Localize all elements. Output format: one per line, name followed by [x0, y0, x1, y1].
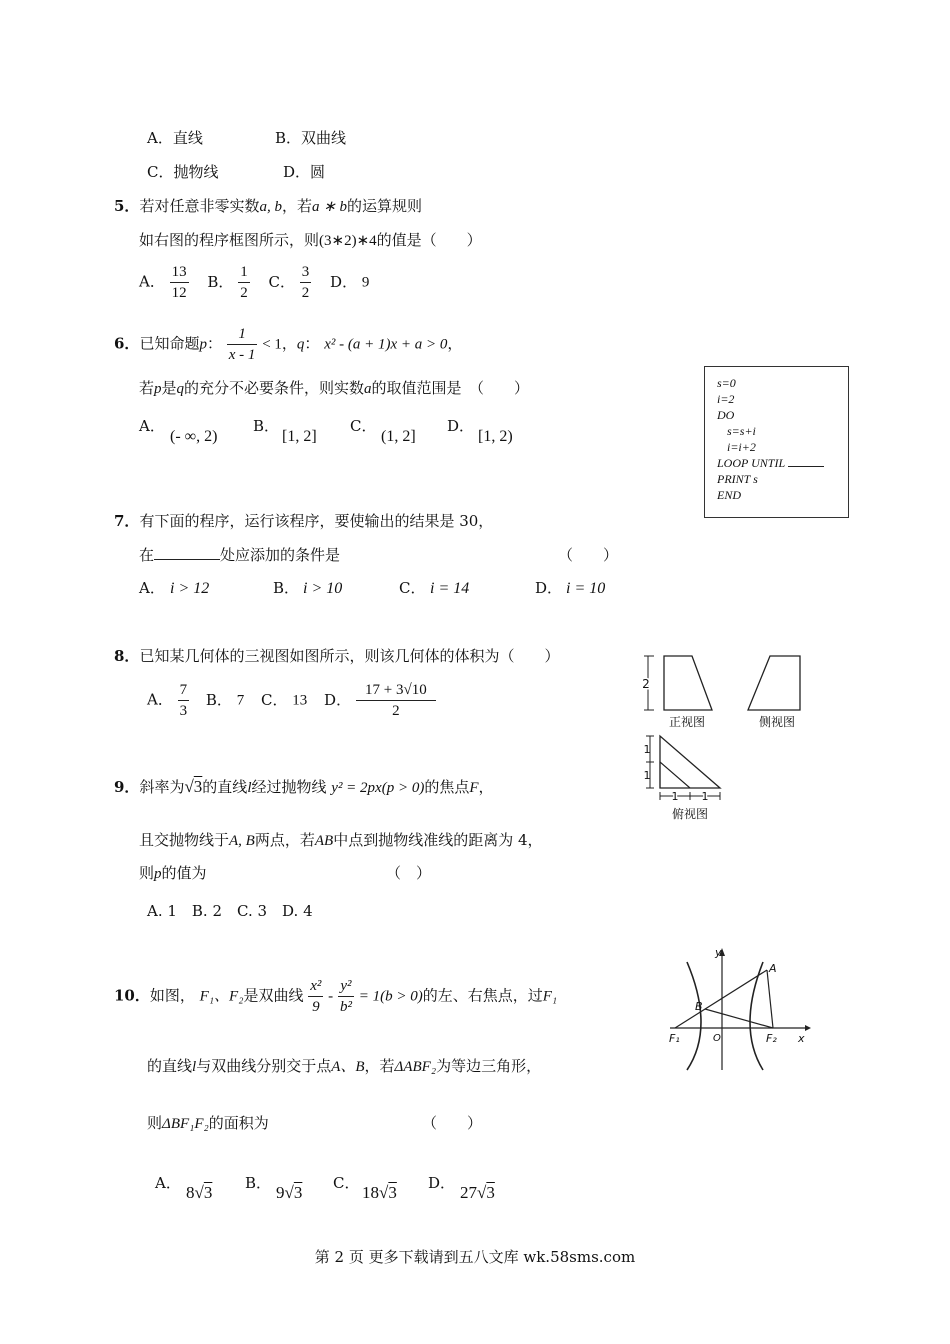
q6-lt: < 1 [262, 336, 282, 353]
q9-options: A. 1 B. 2 C. 3 D. 4 [147, 902, 313, 920]
q8-b-label: B． [205, 690, 232, 709]
q9-ab: A, B [229, 833, 255, 849]
side-view-shape [748, 656, 800, 710]
code-line-until: LOOP UNTIL [717, 455, 836, 471]
front-height-label: 2 [642, 677, 650, 691]
q8-b-value: 7 [236, 692, 245, 709]
q9-text: 的直线 [202, 778, 248, 796]
q9-parabola: y² = 2px(p > 0) [331, 780, 425, 796]
q6-text: 的取值范围是 （ ） [371, 379, 530, 397]
q9-text: 中点到抛物线准线的距离为 4， [333, 831, 543, 849]
q6-text: 是 [161, 379, 177, 397]
right-branch [750, 962, 763, 1070]
q10-text: 如图， [149, 986, 195, 1005]
q5-line1 [114, 195, 422, 216]
q8-a-fraction: $\frac{7}{3}$ [179, 682, 188, 719]
q8-d-label: D． [324, 690, 352, 709]
q9-p: p [154, 866, 162, 882]
q8-c-label: C． [261, 690, 288, 709]
q9-sqrt: √3 [184, 777, 203, 796]
q10-text: 的面积为 [208, 1114, 269, 1132]
q9-text: 斜率为 [139, 778, 185, 796]
q8-line1 [114, 645, 559, 666]
q10-text: 则 [147, 1114, 163, 1132]
q10-c-value: 18√3 [362, 1183, 397, 1202]
q4-option-d: D．圆 [283, 163, 326, 181]
q8-c-value: 13 [292, 692, 308, 709]
side-view-label: 侧视图 [758, 715, 796, 729]
q6-sep: ， [281, 334, 297, 353]
q5-b-fraction: $\frac{1}{2}$ [240, 264, 248, 301]
q7-b-value: i > 10 [303, 580, 343, 597]
q8-d-fraction: $\frac{17 + 3√10}{2}$ [356, 680, 436, 721]
q10-text: 是双曲线 [243, 986, 304, 1005]
q6-c-label: C． [350, 417, 377, 435]
q7-line1 [114, 510, 493, 531]
q6-text: 若 [139, 379, 155, 397]
q5-var: a, b [259, 199, 282, 215]
q5-options [139, 262, 369, 303]
q6-text: 的充分不必要条件，则实数 [184, 379, 365, 397]
q8-number: 8． [114, 647, 140, 665]
q10-ab: A、B [331, 1059, 365, 1075]
q9-line2 [139, 829, 543, 850]
q10-f1f2: F₁、F₂ [199, 988, 244, 1005]
q6-colon: ： [206, 334, 222, 353]
q6-comma: ， [447, 334, 463, 353]
q7-c-label: C． [399, 579, 426, 597]
q7-a-label: A． [139, 579, 165, 597]
q5-expr: (3∗2)∗4 [319, 233, 377, 249]
q6-inequality: x² - (a + 1)x + a > 0 [324, 336, 448, 353]
q9-text: 且交抛物线于 [139, 831, 230, 849]
point-a-label: A [769, 962, 777, 975]
q8-options [147, 680, 436, 721]
q4-option-a: A．直线 [147, 129, 203, 147]
q6-q: q [296, 336, 305, 353]
q7-c-value: i = 14 [430, 580, 470, 597]
q9-text: 经过抛物线 [251, 778, 327, 796]
top-height-label-1: 1 [643, 743, 651, 756]
q4-option-b: B．双曲线 [275, 129, 347, 147]
q10-a-value: 8√3 [186, 1183, 213, 1202]
until-blank [788, 456, 824, 467]
q6-fraction: $\frac{1}{x - 1}$ [228, 326, 256, 363]
q10-b-label: B． [245, 1174, 272, 1192]
q5-text: ，若 [281, 197, 312, 215]
q9-text: 的焦点 [424, 778, 470, 796]
q7-a-value: i > 12 [170, 580, 210, 597]
q7-text: 处应添加的条件是 [220, 546, 341, 564]
q10-triangle2: ΔBF₁F₂ [162, 1116, 209, 1132]
q10-y-fraction: $\frac{\text{y²}}{\text{b²}}$ [339, 978, 352, 1015]
q7-d-label: D． [535, 579, 563, 597]
q5-text: 的值是（ ） [376, 231, 482, 249]
q5-text: 如右图的程序框图所示，则 [139, 231, 320, 249]
side-bf2 [705, 1009, 773, 1028]
code-line: DO [717, 408, 735, 422]
q7-d-value: i = 10 [566, 580, 606, 597]
q5-line2 [139, 229, 482, 250]
q9-ab2: AB [314, 833, 334, 849]
hyperbola-figure [665, 942, 815, 1072]
top-view-outer [660, 736, 720, 788]
q9-comma: ， [478, 778, 494, 796]
q10-text: 的直线 [147, 1057, 193, 1075]
q9-line3 [139, 862, 207, 883]
q7-number: 7． [114, 512, 140, 530]
q10-d-value: 27√3 [460, 1183, 495, 1202]
top-width-label-1: 1 [671, 790, 679, 803]
code-line: i=2 [717, 392, 735, 406]
code-line: END [717, 488, 741, 502]
program-code-box [704, 366, 849, 518]
q6-d-label: D． [447, 417, 475, 435]
q6-b-value: [1, 2] [282, 428, 317, 445]
y-axis-label: y [715, 946, 722, 959]
q10-minus: - [328, 988, 334, 1005]
q5-b-label: B． [207, 272, 234, 291]
q10-eq: = 1(b > 0) [358, 988, 423, 1005]
code-line: PRINT s [717, 472, 758, 486]
q6-colon2: ： [304, 334, 320, 353]
q10-text: 与双曲线分别交于点 [196, 1057, 332, 1075]
page-footer: 第 2 页 更多下载请到五八文库 wk.58sms.com [314, 1248, 636, 1266]
q9-paren: （ ） [386, 864, 432, 882]
q5-a-label: A． [139, 272, 165, 291]
code-line: s=s+i [727, 424, 756, 438]
point-b-label: B [695, 1000, 703, 1013]
q5-number: 5． [114, 197, 140, 215]
q7-paren: （ ） [558, 546, 619, 564]
q7-text: 在 [139, 546, 155, 564]
front-view-shape [664, 656, 712, 710]
q10-line3 [147, 1112, 269, 1133]
q10-text: 的左、右焦点，过 [422, 986, 543, 1005]
q9-text: 的值为 [161, 864, 207, 882]
q6-p2: p [154, 381, 162, 397]
q6-number: 6． [114, 334, 140, 353]
q10-c-label: C． [333, 1174, 360, 1192]
q6-d-value: [1, 2) [478, 428, 513, 445]
top-width-label-2: 1 [701, 790, 709, 803]
three-views-figure [640, 648, 815, 823]
q10-b-value: 9√3 [276, 1183, 303, 1202]
x-axis-label: x [798, 1032, 805, 1045]
q9-f: F [469, 780, 479, 796]
q7-b-label: B． [273, 579, 300, 597]
origin-label: O [713, 1033, 721, 1044]
q5-d-value: 9 [361, 274, 370, 291]
f1-label: F₁ [669, 1032, 680, 1045]
q6-a: a [364, 381, 372, 397]
q7-text: 有下面的程序，运行该程序，要使输出的结果是 30， [139, 512, 494, 530]
q9-l: l [247, 780, 252, 796]
q7-blank [154, 547, 220, 560]
top-height-label-2: 1 [643, 769, 651, 782]
q10-f1: F₁ [542, 988, 558, 1005]
q10-triangle: ΔABF₂ [394, 1059, 437, 1075]
q6-line1 [114, 324, 462, 365]
q5-d-label: D． [330, 272, 358, 291]
q9-text: 两点，若 [254, 831, 315, 849]
f2-label: F₂ [766, 1032, 777, 1045]
q9-number: 9． [114, 778, 140, 796]
top-view-label: 俯视图 [671, 807, 709, 821]
q10-number: 10． [114, 986, 150, 1005]
q10-line1 [114, 976, 557, 1017]
front-view-label: 正视图 [668, 715, 706, 729]
q5-text: 的运算规则 [347, 197, 423, 215]
q10-line2 [147, 1055, 541, 1076]
q6-c-value: (1, 2] [381, 428, 416, 445]
q6-a-label: A． [139, 417, 165, 435]
q5-c-label: C． [268, 272, 295, 291]
q10-x-fraction: $\frac{\text{x²}}{9}$ [310, 978, 322, 1015]
side-af2 [767, 970, 773, 1028]
q10-text: 为等边三角形， [436, 1057, 542, 1075]
q4-option-c: C．抛物线 [147, 163, 219, 181]
line-l [675, 970, 767, 1028]
q10-a-label: A． [155, 1174, 181, 1192]
q6-p: p [199, 336, 207, 353]
q6-a-value: (- ∞, 2) [170, 428, 218, 445]
q5-text: 若对任意非零实数 [139, 197, 260, 215]
code-line: s=0 [717, 376, 736, 390]
q10-text: ，若 [364, 1057, 395, 1075]
q8-text: 已知某几何体的三视图如图所示，则该几何体的体积为（ ） [139, 647, 560, 665]
q6-line2 [139, 377, 529, 398]
q8-a-label: A． [147, 690, 173, 709]
q5-a-fraction: $\frac{13}{12}$ [171, 264, 187, 301]
q6-text: 已知命题 [139, 334, 200, 353]
q6-b-label: B． [253, 417, 280, 435]
q9-line1 [114, 776, 494, 797]
q10-d-label: D． [428, 1174, 456, 1192]
code-line: i=i+2 [727, 440, 756, 454]
q7-line2 [139, 544, 340, 565]
q10-l: l [192, 1059, 197, 1075]
q5-op: a ∗ b [311, 199, 348, 215]
q10-paren: （ ） [422, 1114, 483, 1132]
q6-q2: q [176, 381, 185, 397]
q5-c-fraction: $\frac{3}{2}$ [301, 264, 310, 301]
q9-text: 则 [139, 864, 155, 882]
